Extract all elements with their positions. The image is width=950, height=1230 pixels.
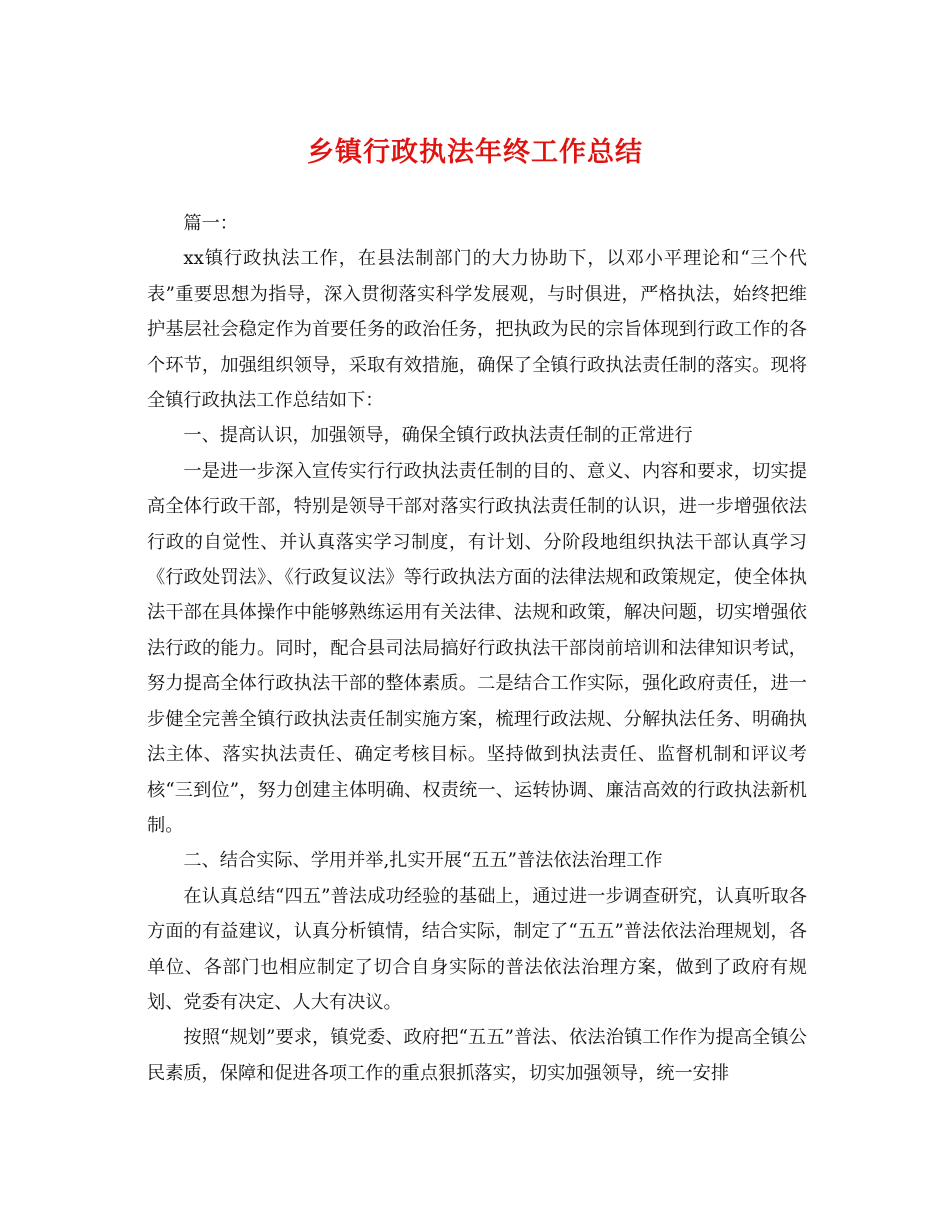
body-paragraph-1: 一是进一步深入宣传实行行政执法责任制的目的、意义、内容和要求，切实提高全体行政干部，特别是领导干部对落实行政执法责任制的认识，进一步增强依法行政的自觉性、并认真落实学习制度，有计划、分阶段地组织执法干部认真学习《行政处罚法》、《行政复议法》等行政执法方面的法律法规和政策规定，使全体执法干部在具体操作中能够熟练运用有关法律、法规和政策，解决问题，切实增强依法行政的能力。同时，配合县司法局搞好行政执法干部岗前培训和法律知识考试，努力提高全体行政执法干部的整体素质。二是结合工作实际，强化政府责任，进一步健全完善全镇行政执法责任制实施方案，梳理行政法规、分解执法任务、明确执法主体、落实执法责任、确定考核目标。坚持做到执法责任、监督机制和评议考核“三到位”，努力创建主体明确、权责统一、运转协调、廉洁高效的行政执法新机制。 xyxy=(147,460,807,836)
document-body xyxy=(147,206,807,1091)
body-paragraph-2: 在认真总结“四五”普法成功经验的基础上，通过进一步调查研究，认真听取各方面的有益建议，认真分析镇情，结合实际，制定了“五五”普法依法治理规划，各单位、各部门也相应制定了切合自身实际的普法依法治理方案，做到了政府有规划、党委有决定、人大有决议。 xyxy=(147,885,807,1013)
document-title: 乡镇行政执法年终工作总结 xyxy=(307,137,643,168)
section-label: 篇一： xyxy=(183,213,238,234)
section-heading-2: 二、结合实际、学用并举,扎实开展“五五”普法依法治理工作 xyxy=(183,850,663,872)
section-heading-1: 一、提高认识，加强领导，确保全镇行政执法责任制的正常进行 xyxy=(183,425,693,447)
body-paragraph-3: 按照“规划”要求，镇党委、政府把“五五”普法、依法治镇工作作为提高全镇公民素质，保障和促进各项工作的重点狠抓落实，切实加强领导，统一安排 xyxy=(147,1027,807,1084)
body-paragraph-intro: xx镇行政执法工作，在县法制部门的大力协助下，以邓小平理论和“三个代表”重要思想为指导，深入贯彻落实科学发展观，与时俱进，严格执法，始终把维护基层社会稳定作为首要任务的政治任务，把执政为民的宗旨体现到行政工作的各个环节，加强组织领导，采取有效措施，确保了全镇行政执法责任制的落实。现将全镇行政执法工作总结如下： xyxy=(147,248,807,412)
